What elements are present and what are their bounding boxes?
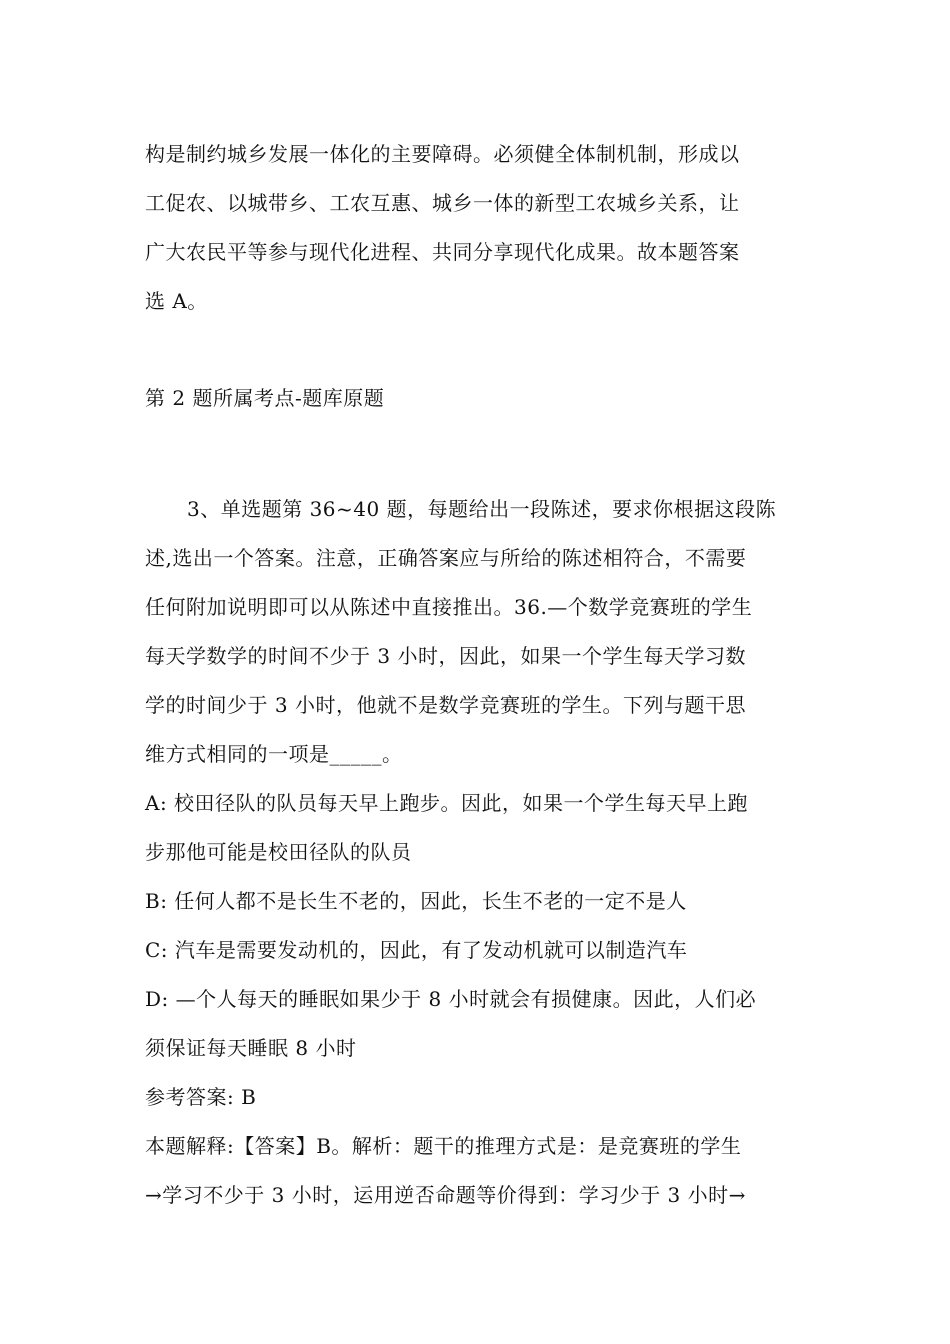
- text-line: D: —个人每天的睡眠如果少于 8 小时就会有损健康。因此，人们必: [145, 987, 757, 1011]
- text-line: 构是制约城乡发展一体化的主要障碍。必须健全体制机制，形成以: [145, 142, 740, 166]
- option-b: [145, 877, 815, 926]
- text-line: 维方式相同的一项是_____。: [145, 742, 403, 766]
- explanation: [145, 1122, 815, 1220]
- text-line: 广大农民平等参与现代化进程、共同分享现代化成果。故本题答案: [145, 240, 740, 264]
- text-line: 工促农、以城带乡、工农互惠、城乡一体的新型工农城乡关系，让: [145, 191, 740, 215]
- text-line: 选 A。: [145, 289, 208, 313]
- option-d: [145, 975, 815, 1073]
- text-line: 任何附加说明即可以从陈述中直接推出。36.—个数学竞赛班的学生: [145, 595, 753, 619]
- text-line: 须保证每天睡眠 8 小时: [145, 1036, 357, 1060]
- text-line: 述,选出一个答案。注意，正确答案应与所给的陈述相符合，不需要: [145, 546, 747, 570]
- text-line: A: 校田径队的队员每天早上跑步。因此，如果一个学生每天早上跑: [145, 791, 749, 815]
- document-page: [145, 130, 815, 1220]
- text-line: 本题解释:【答案】B。解析：题干的推理方式是：是竞赛班的学生: [145, 1134, 742, 1158]
- text-line: 每天学数学的时间不少于 3 小时，因此，如果一个学生每天学习数: [145, 644, 746, 668]
- section-heading: 第 2 题所属考点-题库原题: [145, 386, 385, 410]
- option-a: [145, 779, 815, 877]
- question-stem: [145, 485, 815, 779]
- text-line: B: 任何人都不是长生不老的，因此，长生不老的一定不是人: [145, 889, 687, 913]
- text-line: 步那他可能是校田径队的队员: [145, 840, 412, 864]
- reference-answer: 参考答案: B: [145, 1085, 257, 1109]
- text-line: C: 汽车是需要发动机的，因此，有了发动机就可以制造汽车: [145, 938, 688, 962]
- text-line: 3、单选题第 36~40 题，每题给出一段陈述，要求你根据这段陈: [187, 497, 777, 521]
- text-line: 学的时间少于 3 小时，他就不是数学竞赛班的学生。下列与题干思: [145, 693, 746, 717]
- paragraph-answer-explanation: [145, 130, 815, 326]
- text-line: →学习不少于 3 小时，运用逆否命题等价得到：学习少于 3 小时→: [145, 1183, 746, 1207]
- option-c: [145, 926, 815, 975]
